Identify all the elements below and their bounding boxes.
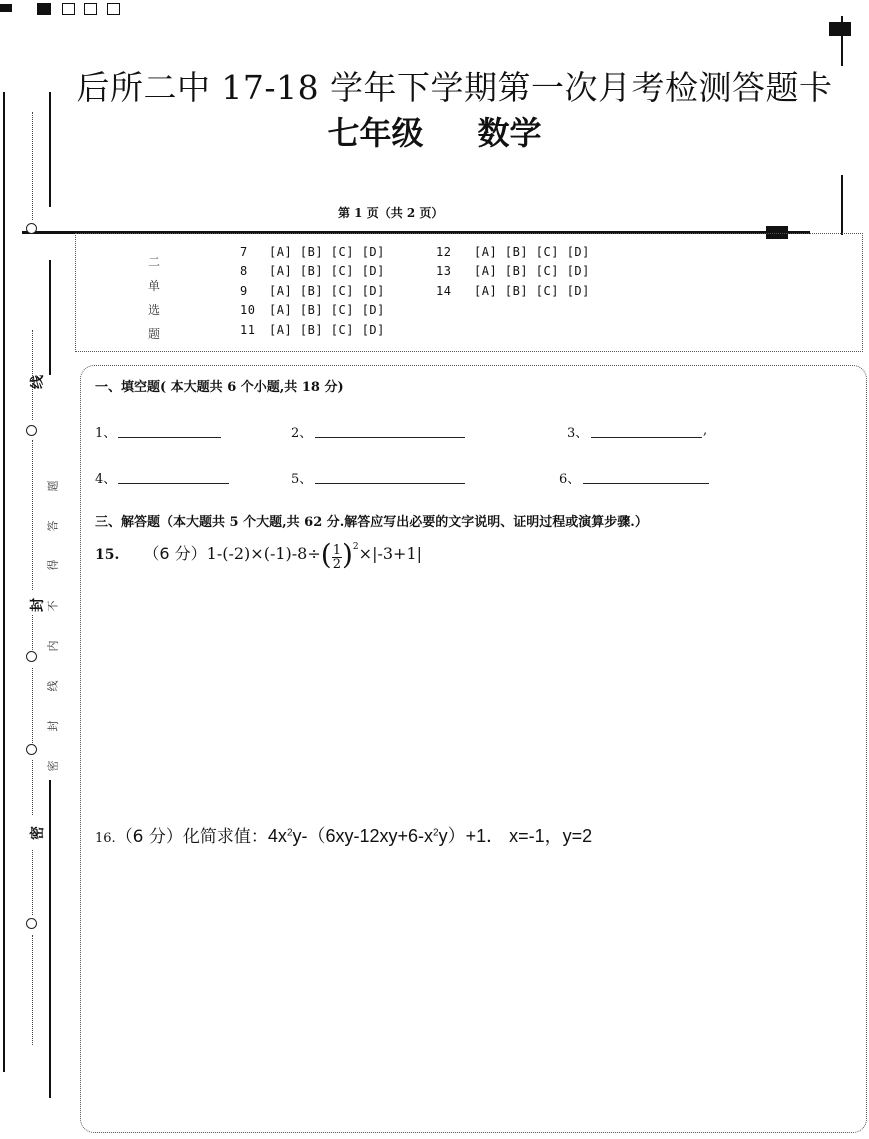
q16-text: （6 分）化简求值： xyxy=(115,827,268,847)
q15-score: （6 分） xyxy=(143,544,207,563)
binding-dotted xyxy=(32,760,33,815)
binding-dotted xyxy=(32,668,33,743)
q15-paren-close: ) xyxy=(341,538,353,571)
q16-sup-1: 2 xyxy=(286,827,293,839)
q16-sup-2: 2 xyxy=(433,827,439,839)
mc-options[interactable]: [A] [B] [C] [D] xyxy=(269,323,385,337)
binding-hole xyxy=(26,223,37,234)
side-char: 得 xyxy=(46,559,60,571)
q16 xyxy=(95,822,592,848)
binding-hole xyxy=(26,425,37,436)
corner-mark-empty xyxy=(107,3,120,15)
q16-answer-space[interactable] xyxy=(95,860,855,1120)
mc-number: 13 xyxy=(436,264,452,278)
mc-options[interactable]: [A] [B] [C] [D] xyxy=(269,245,385,259)
side-char: 答 xyxy=(46,520,60,532)
q15-number: 15. xyxy=(95,547,120,563)
mc-options[interactable]: [A] [B] [C] [D] xyxy=(269,303,385,317)
q15-paren-open: ( xyxy=(320,538,332,571)
mc-number: 8 xyxy=(240,264,248,278)
side-char: 封 xyxy=(46,720,60,732)
binding-hole xyxy=(26,918,37,929)
mc-number: 7 xyxy=(240,245,248,259)
q16-number: 16. xyxy=(95,831,116,846)
right-edge-line xyxy=(841,175,843,235)
mc-number: 12 xyxy=(436,245,452,259)
fill-item-label: 6、 xyxy=(559,472,581,487)
binding-hole xyxy=(26,744,37,755)
fill-item-label: 4、 xyxy=(95,472,117,487)
mc-number: 14 xyxy=(436,284,452,298)
binding-dotted xyxy=(32,112,33,220)
binding-line-inner xyxy=(49,260,51,375)
side-char: 不 xyxy=(46,600,60,612)
binding-dotted xyxy=(32,440,33,590)
fill-comma: , xyxy=(703,423,708,438)
fill-heading: 一、填空题( 本大题共 6 个小题,共 18 分) xyxy=(95,380,344,395)
q15 xyxy=(95,538,423,572)
q15-expr-b: ×|-3+1| xyxy=(358,544,423,563)
side-char: 线 xyxy=(46,680,60,692)
side-char-xian: 线 xyxy=(30,375,46,389)
mc-section-label: 二 xyxy=(148,255,161,269)
corner-mark-empty xyxy=(62,3,75,15)
mc-section-label: 选 xyxy=(148,303,161,317)
side-char: 题 xyxy=(46,480,60,492)
mc-options[interactable]: [A] [B] [C] [D] xyxy=(474,264,590,278)
mc-options[interactable]: [A] [B] [C] [D] xyxy=(269,264,385,278)
q15-expr-a: 1-(-2)×(-1)-8÷ xyxy=(206,544,321,563)
corner-mark-filled xyxy=(37,3,51,15)
q15-fraction xyxy=(332,544,342,571)
fill-item-label: 1、 xyxy=(95,426,117,441)
mc-section-label: 单 xyxy=(148,279,161,293)
q15-exponent: 2 xyxy=(352,542,359,552)
fill-blank-3[interactable] xyxy=(591,437,702,438)
fill-blank-2[interactable] xyxy=(315,437,465,438)
subtitle-subject: 数学 xyxy=(477,114,542,152)
mc-number: 10 xyxy=(240,303,256,317)
q15-frac-den: 2 xyxy=(332,557,341,572)
solve-heading: 三、解答题（本大题共 5 个大题,共 62 分.解答应写出必要的文字说明、证明过程或演算步骤.） xyxy=(95,515,648,530)
corner-mark-right-block xyxy=(829,22,851,36)
mc-number: 11 xyxy=(240,323,256,337)
corner-mark-empty xyxy=(84,3,97,15)
fill-blank-4[interactable] xyxy=(118,483,229,484)
fill-item-label: 5、 xyxy=(291,472,313,487)
fill-item-label: 3、 xyxy=(567,426,589,441)
binding-hole xyxy=(26,651,37,662)
q16-expr-c: y）+1． x=-1，y=2 xyxy=(438,826,593,846)
fill-blank-5[interactable] xyxy=(315,483,465,484)
binding-dotted xyxy=(32,615,33,650)
binding-dotted xyxy=(32,850,33,915)
fill-item-label: 2、 xyxy=(291,426,313,441)
binding-line-inner xyxy=(49,780,51,1098)
subtitle xyxy=(0,108,869,154)
q15-answer-space[interactable] xyxy=(95,580,855,810)
mc-options[interactable]: [A] [B] [C] [D] xyxy=(474,284,590,298)
mc-answer-box xyxy=(75,233,863,352)
side-char: 密 xyxy=(46,760,60,772)
fill-blank-6[interactable] xyxy=(583,483,709,484)
corner-mark-filled xyxy=(0,4,12,12)
fill-blank-1[interactable] xyxy=(118,437,221,438)
mc-options[interactable]: [A] [B] [C] [D] xyxy=(269,284,385,298)
binding-line-outer xyxy=(3,92,5,1072)
side-char-mi: 密 xyxy=(30,826,46,840)
binding-dotted xyxy=(32,935,33,1045)
mc-section-label: 题 xyxy=(148,327,161,341)
side-char-feng: 封 xyxy=(30,598,46,612)
side-char: 内 xyxy=(46,640,60,652)
q16-expr-b: y-（6xy-12xy+6-x xyxy=(292,826,434,846)
binding-line-inner xyxy=(49,92,51,207)
subtitle-grade: 七年级 xyxy=(327,114,424,152)
q15-frac-num: 1 xyxy=(332,543,341,558)
q16-expr-a: 4x xyxy=(267,826,287,846)
mc-options[interactable]: [A] [B] [C] [D] xyxy=(474,245,590,259)
page-title: 后所二中 17-18 学年下学期第一次月考检测答题卡 xyxy=(76,68,833,107)
page-info: 第 1 页（共 2 页） xyxy=(338,206,444,220)
mc-number: 9 xyxy=(240,284,248,298)
